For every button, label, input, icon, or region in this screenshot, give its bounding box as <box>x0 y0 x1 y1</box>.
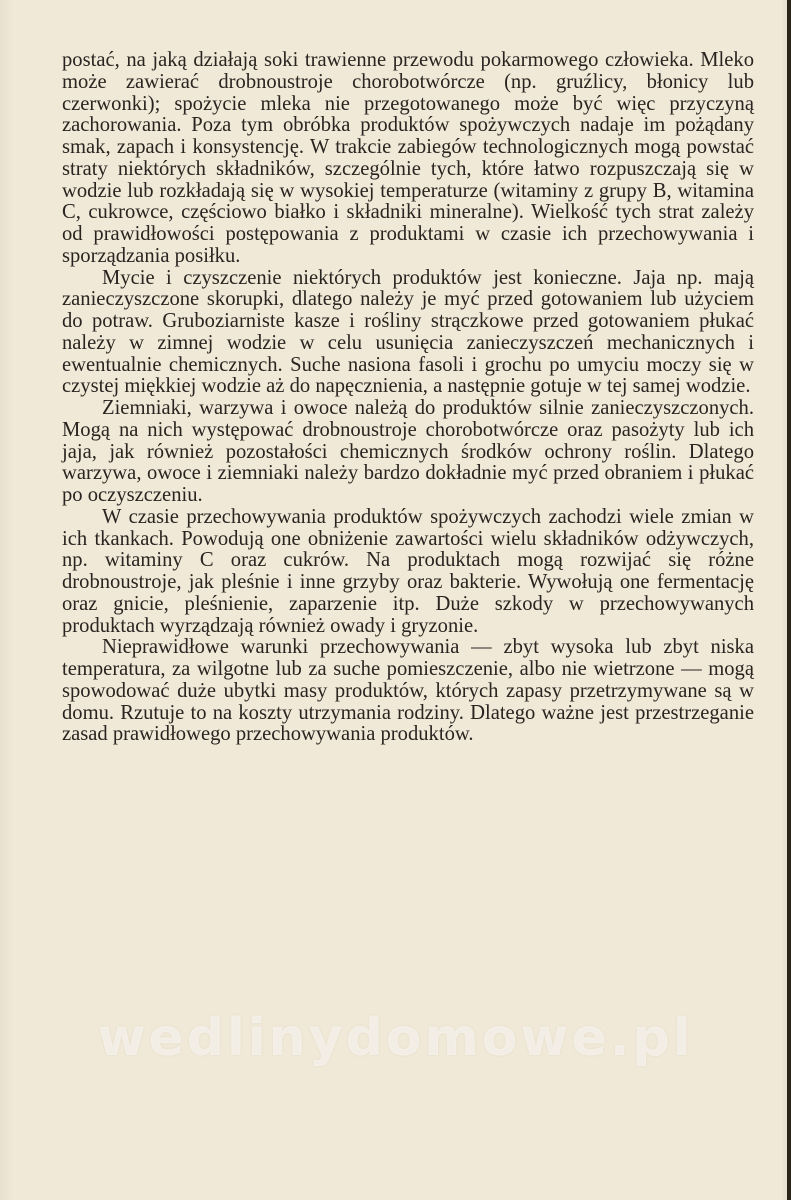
paragraph-5: Nieprawidłowe warunki przechowywania — zbyt wysoka lub zbyt niska temperatura, za wilgotne lub za suche pomieszczenie, albo nie wietrzone — mogą spowodować duże ubytki masy produktów, których zapasy przetrzymywane są w domu. Rzutuje to na koszty utrzymania rodziny. Dlatego ważne jest przestrzeganie zasad prawidłowego przechowywania produktów. <box>62 636 754 746</box>
body-text <box>62 50 754 746</box>
watermark: wedlinydomowe.pl <box>97 1008 694 1068</box>
paragraph-3: Ziemniaki, warzywa i owoce należą do produktów silnie zanieczyszczonych. Mogą na nich występować drobnoustroje chorobotwórcze oraz pasożyty lub ich jaja, jak również pozostałości chemicznych środków ochrony roślin. Dlatego warzywa, owoce i ziemniaki należy bardzo dokładnie myć przed obraniem i płukać po oczyszczeniu. <box>62 397 754 506</box>
paragraph-1: postać, na jaką działają soki trawienne przewodu pokarmowego człowieka. Mleko może zawierać drobnoustroje chorobotwórcze (np. gruźlicy, błonicy lub czerwonki); spożycie mleka nie przegotowanego może być więc przyczyną zachorowania. Poza tym obróbka produktów spożywczych nadaje im pożądany smak, zapach i konsystencję. W trakcie zabiegów technologicznych mogą powstać straty niektórych składników, szczególnie tych, które łatwo rozpuszczają się w wodzie lub rozkładają się w wysokiej temperaturze (witaminy z grupy B, witamina C, cukrowce, częściowo białko i składniki mineralne). Wielkość tych strat zależy od prawidłowości postępowania z produktami w czasie ich przechowywania i sporządzania posiłku. <box>62 49 754 267</box>
paragraph-2: Mycie i czyszczenie niektórych produktów jest konieczne. Jaja np. mają zanieczyszczone skorupki, dlatego należy je myć przed gotowaniem lub użyciem do potraw. Gruboziarniste kasze i rośliny strączkowe przed gotowaniem płukać należy w zimnej wodzie w celu usunięcia zanieczyszczeń mechanicznych i ewentualnie chemicznych. Suche nasiona fasoli i grochu po umyciu moczy się w czystej miękkiej wodzie aż do napęcznienia, a następnie gotuje w tej samej wodzie. <box>62 266 754 398</box>
paragraph-4: W czasie przechowywania produktów spożywczych zachodzi wiele zmian w ich tkankach. Powodują one obniżenie zawartości wielu składników odżywczych, np. witaminy C oraz cukrów. Na produktach mogą rozwijać się różne drobnoustroje, jak pleśnie i inne grzyby oraz bakterie. Wywołują one fermentację oraz gnicie, pleśnienie, zaparzenie itp. Duże szkody w przechowywanych produktach wyrządzają również owady i gryzonie. <box>62 505 754 637</box>
